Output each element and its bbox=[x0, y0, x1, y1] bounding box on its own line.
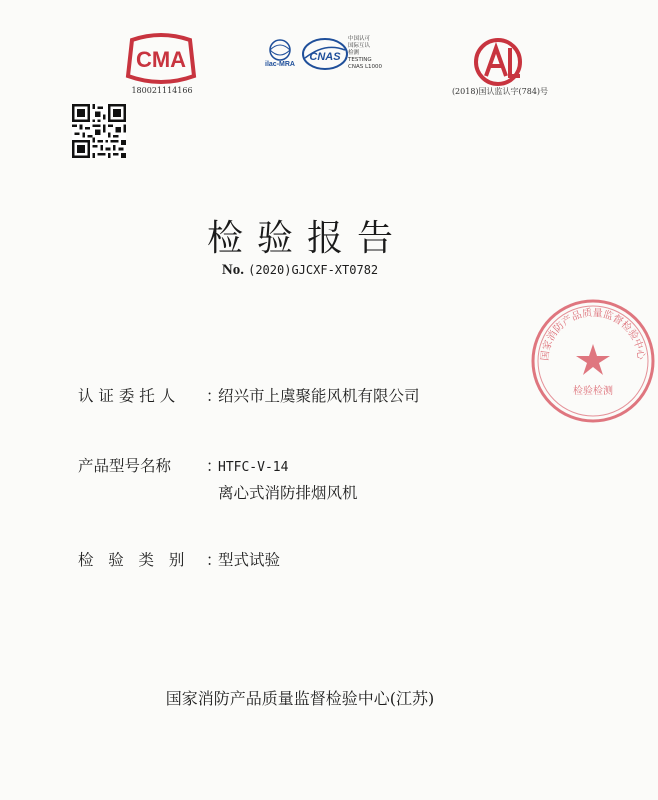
ilac-mra-logo-icon bbox=[256, 38, 304, 68]
colon: ： bbox=[206, 457, 222, 475]
cnas-line: 检测 bbox=[348, 50, 360, 56]
cal-logo-icon bbox=[466, 36, 530, 88]
cnas-side-text bbox=[348, 36, 382, 71]
seal-text: 国家消防产品质量监督检验中心 bbox=[539, 307, 647, 362]
report-number bbox=[0, 262, 600, 279]
cma-logo-text: CMA bbox=[135, 47, 187, 72]
report-title: 检验报告 bbox=[206, 218, 407, 259]
cnas-line: TESTING bbox=[348, 57, 372, 63]
test-type-value: 型式试验 bbox=[218, 551, 281, 569]
cnas-logo-icon bbox=[300, 36, 350, 76]
ilac-logo-text: ilac-MRA bbox=[265, 61, 295, 68]
test-type-label: 检 验 类 别 bbox=[78, 551, 185, 569]
test-type-row bbox=[78, 548, 280, 570]
report-number-label: No. bbox=[221, 262, 244, 278]
cnas-line: 中国认可 bbox=[348, 36, 371, 42]
product-model: HTFC-V-14 bbox=[218, 460, 289, 475]
cal-certificate-code: (2018)国认监认字(784)号 bbox=[451, 87, 549, 96]
cma-logo-icon bbox=[122, 32, 200, 84]
official-seal-icon bbox=[528, 296, 658, 426]
cnas-line: 国际互认 bbox=[348, 43, 371, 49]
client-row bbox=[78, 384, 420, 406]
colon: ： bbox=[206, 387, 222, 405]
cma-certificate-code: 180021114166 bbox=[131, 86, 193, 95]
cnas-line: CNAS L1000 bbox=[348, 64, 383, 70]
client-label: 认 证 委 托 人 bbox=[78, 387, 176, 405]
colon: ： bbox=[206, 551, 222, 569]
cnas-logo-text: CNAS bbox=[309, 51, 341, 63]
qr-code-icon bbox=[72, 104, 126, 158]
product-label: 产品型号名称 bbox=[78, 457, 172, 475]
issuing-organization: 国家消防产品质量监督检验中心(江苏) bbox=[165, 689, 435, 708]
seal-subtext: 检验检测 bbox=[573, 386, 613, 397]
product-name: 离心式消防排烟风机 bbox=[218, 484, 358, 502]
client-value: 绍兴市上虞聚能风机有限公司 bbox=[218, 387, 420, 405]
report-number-value: (2020)GJCXF-XT0782 bbox=[248, 263, 379, 277]
product-row bbox=[78, 454, 288, 476]
